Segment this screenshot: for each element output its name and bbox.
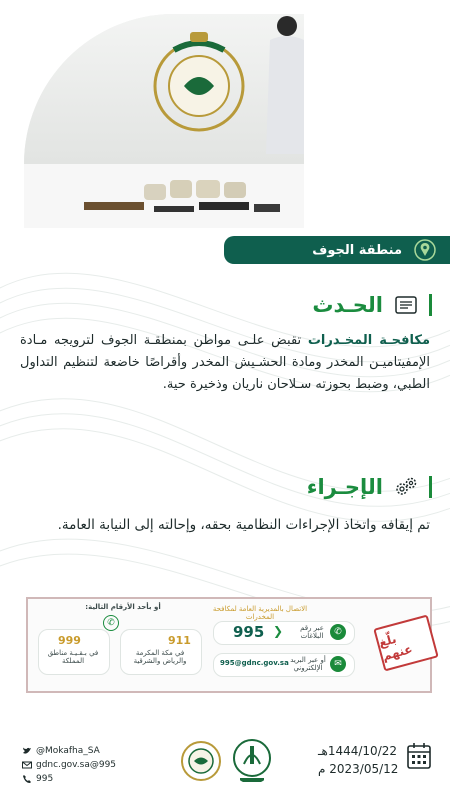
phone-icon: ✆ xyxy=(330,624,346,640)
twitter-handle[interactable]: @Mokafha_SA xyxy=(36,746,100,756)
ministry-emblem-icon xyxy=(144,28,254,138)
footer xyxy=(0,736,450,800)
ministry-logo-icon xyxy=(230,738,274,784)
contact-box xyxy=(26,597,432,693)
twitter-icon xyxy=(22,746,32,756)
mail-icon xyxy=(22,760,32,770)
report-email[interactable]: 995@gdnc.gov.sa xyxy=(220,659,289,667)
event-heading-text: الحـدث xyxy=(312,293,383,317)
document-icon xyxy=(393,292,419,318)
event-body: تقبض علـى مواطن بمنطقـة الجوف لترويجه مـادة الإمفيتاميـن المخدر ومادة الحشـيش المخدر وأقراصًا خاضعة لتنظيم التداول الطبي، وضبط بحوزته سـلاحان ناريان وذخيرة حية. xyxy=(20,333,430,392)
number-911[interactable]: 911 xyxy=(168,634,191,647)
arrow-icon: ❯ xyxy=(273,624,284,638)
action-paragraph: تم إيقافه واتخاذ الإجراءات النظامية بحقه، وإحالته إلى النيابة العامة. xyxy=(57,517,430,533)
number-911-label: في مكة المكرمة والرياض والشرقية xyxy=(133,649,187,665)
gdnc-logo-icon xyxy=(180,740,222,782)
via-number-label: عبر رقم البلاغات xyxy=(300,624,324,640)
footer-phone[interactable]: 995 xyxy=(36,774,54,784)
report-number[interactable]: 995 xyxy=(233,623,265,641)
number-999-label: في بـقـيـة مناطق المملكة xyxy=(47,649,99,665)
region-title: منطقة الجوف xyxy=(312,242,402,258)
or-numbers-title: أو بأحد الأرقام التالية: xyxy=(85,603,161,611)
region-banner xyxy=(224,236,450,264)
phone-outline-icon: ✆ xyxy=(103,615,119,631)
location-pin-icon xyxy=(414,239,436,261)
seized-items xyxy=(84,174,284,224)
action-heading xyxy=(307,474,432,500)
contact-title: الاتصال بالمديرية العامة لمكافحة المخدرات xyxy=(212,605,308,621)
handset-icon xyxy=(22,774,32,784)
calendar-icon xyxy=(406,742,432,770)
evidence-photo xyxy=(24,14,304,228)
email-icon: ✉ xyxy=(330,656,346,672)
date-gregorian: 2023/05/12 م xyxy=(318,762,399,776)
event-lead: مكافحـة المخـدرات xyxy=(307,333,430,348)
event-paragraph xyxy=(20,330,430,396)
number-999[interactable]: 999 xyxy=(58,634,81,647)
phone-row[interactable] xyxy=(22,774,53,784)
footer-email[interactable]: gdnc.gov.sa@995 xyxy=(36,760,117,770)
event-heading xyxy=(312,292,432,318)
email-row[interactable] xyxy=(22,760,116,770)
via-email-label: أو عبر البريد الإلكتروني xyxy=(290,656,326,672)
date-hijri: 1444/10/22هـ xyxy=(318,744,398,758)
suspect-figure xyxy=(262,14,304,154)
twitter-handle-row[interactable] xyxy=(22,746,100,756)
report-stamp: بلّغ عنهم xyxy=(373,615,438,672)
action-heading-text: الإجـراء xyxy=(306,475,383,499)
gears-icon xyxy=(393,474,419,500)
